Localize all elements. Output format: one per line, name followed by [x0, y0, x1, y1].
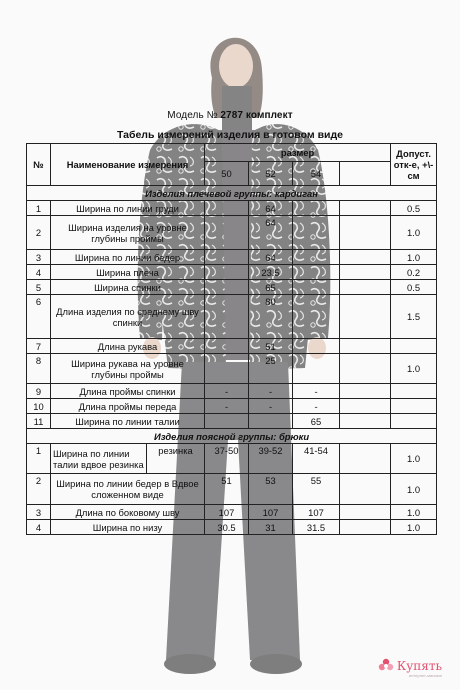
row-tol: 0.2	[391, 265, 437, 280]
row-num: 4	[27, 265, 51, 280]
row-num: 1	[27, 444, 51, 474]
row-tol: 1.0	[391, 520, 437, 535]
table-row	[27, 280, 437, 295]
row-tol: 1.0	[391, 474, 437, 505]
brand-logo[interactable]	[378, 658, 442, 678]
row-name: Длина по боковому шву	[51, 505, 205, 520]
header-size-50: 50	[205, 162, 249, 186]
row-v54: 55	[293, 474, 340, 505]
row-name: Ширина рукава на уровне глубины проймы	[51, 354, 205, 384]
row-num: 8	[27, 354, 51, 384]
section-title-top: Изделия плечевой группы: кардиган	[27, 186, 437, 201]
row-v52: 64	[249, 201, 293, 216]
table-row	[27, 250, 437, 265]
row-name: Ширина по линии талии вдвое резинка	[51, 444, 147, 474]
row-v52: 23.5	[249, 265, 293, 280]
row-tol: 1.0	[391, 250, 437, 265]
row-name: Ширина плеча	[51, 265, 205, 280]
row-v52: 31	[249, 520, 293, 535]
row-name: Длина изделия по среднему шву спинки	[51, 295, 205, 339]
row-v50: 51	[205, 474, 249, 505]
row-num: 9	[27, 384, 51, 399]
row-tol	[391, 414, 437, 429]
row-num: 3	[27, 250, 51, 265]
row-tol	[391, 399, 437, 414]
row-num: 10	[27, 399, 51, 414]
table-row	[27, 520, 437, 535]
header-tolerance: Допуст. отк-е, +\-см	[391, 144, 437, 186]
row-v54: 41-54	[293, 444, 340, 474]
row-tol: 1.0	[391, 444, 437, 474]
row-v52: 80	[249, 295, 293, 339]
row-v52: 64	[249, 250, 293, 265]
header-name: Наименование измерения	[51, 144, 205, 186]
row-v54: 107	[293, 505, 340, 520]
header-num: №	[27, 144, 51, 186]
model-title-prefix: Модель №	[167, 110, 218, 121]
row-num: 2	[27, 216, 51, 250]
row-name: Длина рукава	[51, 339, 205, 354]
row-v52: -	[249, 399, 293, 414]
brand-subtitle: интернет-магазин	[409, 673, 442, 678]
row-v52: 25	[249, 354, 293, 384]
row-tol	[391, 384, 437, 399]
table-row	[27, 444, 437, 474]
row-v54: -	[293, 384, 340, 399]
row-v52: -	[249, 384, 293, 399]
row-v52: 39-52	[249, 444, 293, 474]
row-tol: 1.0	[391, 505, 437, 520]
row-name: Ширина по низу	[51, 520, 205, 535]
table-row	[27, 474, 437, 505]
model-title	[0, 110, 460, 121]
header-size-54: 54	[293, 162, 340, 186]
row-num: 1	[27, 201, 51, 216]
table-row	[27, 354, 437, 384]
section-title-bottom: Изделия поясной группы: брюки	[27, 429, 437, 444]
row-tol: 1.5	[391, 295, 437, 339]
row-tol: 1.0	[391, 216, 437, 250]
table-row	[27, 339, 437, 354]
row-v54: -	[293, 399, 340, 414]
brand-name: Купять	[396, 659, 442, 673]
table-row	[27, 201, 437, 216]
row-name: Длина проймы переда	[51, 399, 205, 414]
model-title-number: 2787 комплект	[220, 110, 293, 121]
row-name: Ширина по линии бедер в Вдвое сложенном виде	[51, 474, 205, 505]
row-num: 5	[27, 280, 51, 295]
row-name: Ширина по линии груди	[51, 201, 205, 216]
row-num: 2	[27, 474, 51, 505]
table-row	[27, 399, 437, 414]
row-v54: 31.5	[293, 520, 340, 535]
row-name: Длина проймы спинки	[51, 384, 205, 399]
row-v52: 64	[249, 216, 293, 250]
row-name: Ширина спинки	[51, 280, 205, 295]
table-row	[27, 265, 437, 280]
table-row	[27, 216, 437, 250]
table-title: Табель измерений изделия в готовом виде	[116, 129, 344, 141]
row-v52: 65	[293, 414, 340, 429]
flower-logo-icon	[378, 658, 394, 674]
row-tol	[391, 339, 437, 354]
row-num: 6	[27, 295, 51, 339]
row-v52: 107	[249, 505, 293, 520]
row-tol: 0.5	[391, 201, 437, 216]
header-size-52: 52	[249, 162, 293, 186]
row-extra: резинка	[147, 444, 205, 474]
row-name: Ширина по линии талии	[51, 414, 205, 429]
header-size-empty	[340, 162, 391, 186]
row-v50: -	[205, 399, 249, 414]
row-tol: 0.5	[391, 280, 437, 295]
row-name: Ширина по линии бедер	[51, 250, 205, 265]
header-size: размер	[205, 144, 391, 162]
table-row	[27, 384, 437, 399]
row-v52: 65	[249, 280, 293, 295]
table-row	[27, 505, 437, 520]
row-v50: 37-50	[205, 444, 249, 474]
row-v50: 30.5	[205, 520, 249, 535]
measurement-table	[26, 143, 437, 535]
row-num: 11	[27, 414, 51, 429]
row-v52: 51	[249, 339, 293, 354]
table-row	[27, 295, 437, 339]
table-row	[27, 414, 437, 429]
row-v52: 53	[249, 474, 293, 505]
row-num: 4	[27, 520, 51, 535]
row-num: 3	[27, 505, 51, 520]
row-num: 7	[27, 339, 51, 354]
row-tol: 1.0	[391, 354, 437, 384]
row-v50: -	[205, 384, 249, 399]
row-v50: 107	[205, 505, 249, 520]
row-name: Ширина изделия на уровне глубины проймы	[51, 216, 205, 250]
